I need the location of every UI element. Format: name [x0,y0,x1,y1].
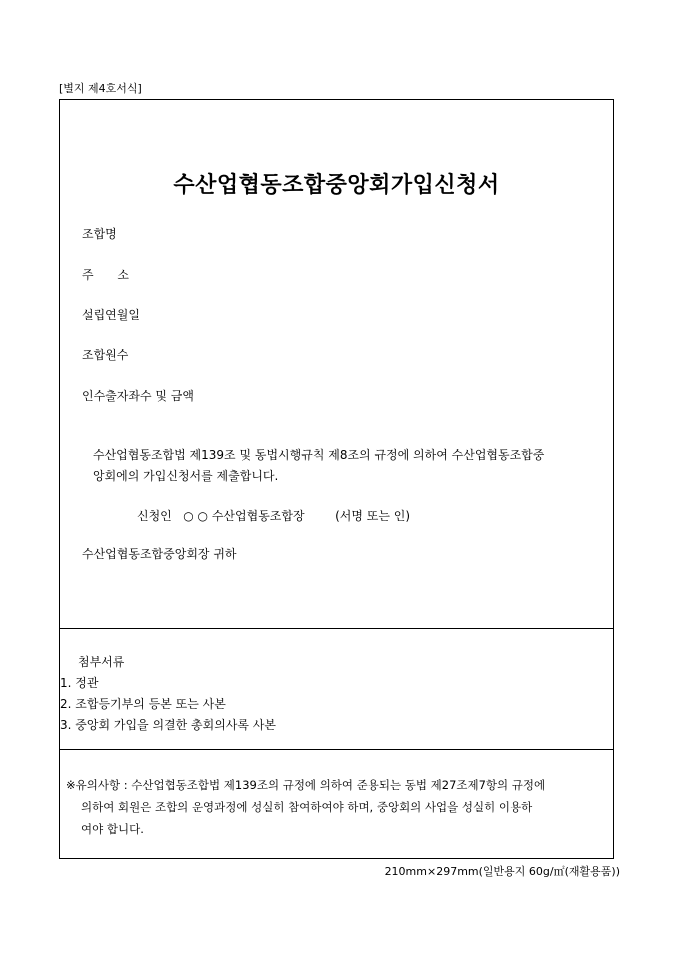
signer-line [137,507,410,524]
form-title: 수산업협동조합중앙회가입신청서 [173,172,500,198]
signer-name: 수산업협동조합장 [211,509,305,523]
notice-section [60,750,613,860]
member-count-field: 조합원수 [82,348,129,362]
addressee: 수산업협동조합중앙회장 귀하 [82,547,237,561]
union-name-field: 조합명 [82,227,117,241]
notice-line-3: 여야 합니다. [81,822,144,836]
signer-marks: ○ ○ [183,509,208,523]
notice-text [66,774,605,840]
statement-line-1: 수산업협동조합법 제139조 및 동법시행규칙 제8조의 규정에 의하여 수산업협동조합중 [93,448,545,462]
form-number-label: [별지 제4호서식] [59,82,142,95]
paper-size-note: 210mm×297mm(일반용지 60g/㎡(재활용품)) [384,865,620,878]
attachments-list [60,673,276,736]
application-statement [82,445,593,487]
established-date-field: 설립연월일 [82,308,140,322]
application-form-frame [59,99,614,859]
attachments-section [60,629,613,750]
shares-field: 인수출자좌수 및 금액 [82,389,194,403]
statement-line-2: 앙회에의 가입신청서를 제출합니다. [93,469,279,483]
address-field: 주 소 [82,268,139,282]
signature-note: (서명 또는 인) [335,509,411,523]
attachment-item: 3. 중앙회 가입을 의결한 총회의사록 사본 [60,718,276,732]
attachments-title: 첨부서류 [78,655,125,669]
attachment-item: 1. 정관 [60,676,99,690]
notice-line-2: 의하여 회원은 조합의 운영과정에 성실히 참여하여야 하며, 중앙회의 사업을 성실히 이용하 [81,800,533,814]
application-section [60,100,613,629]
attachment-item: 2. 조합등기부의 등본 또는 사본 [60,697,226,711]
notice-line-1: ※유의사항 : 수산업협동조합법 제139조의 규정에 의하여 준용되는 동법 제27조제7항의 규정에 [66,778,546,792]
signer-label: 신청인 [137,509,172,523]
